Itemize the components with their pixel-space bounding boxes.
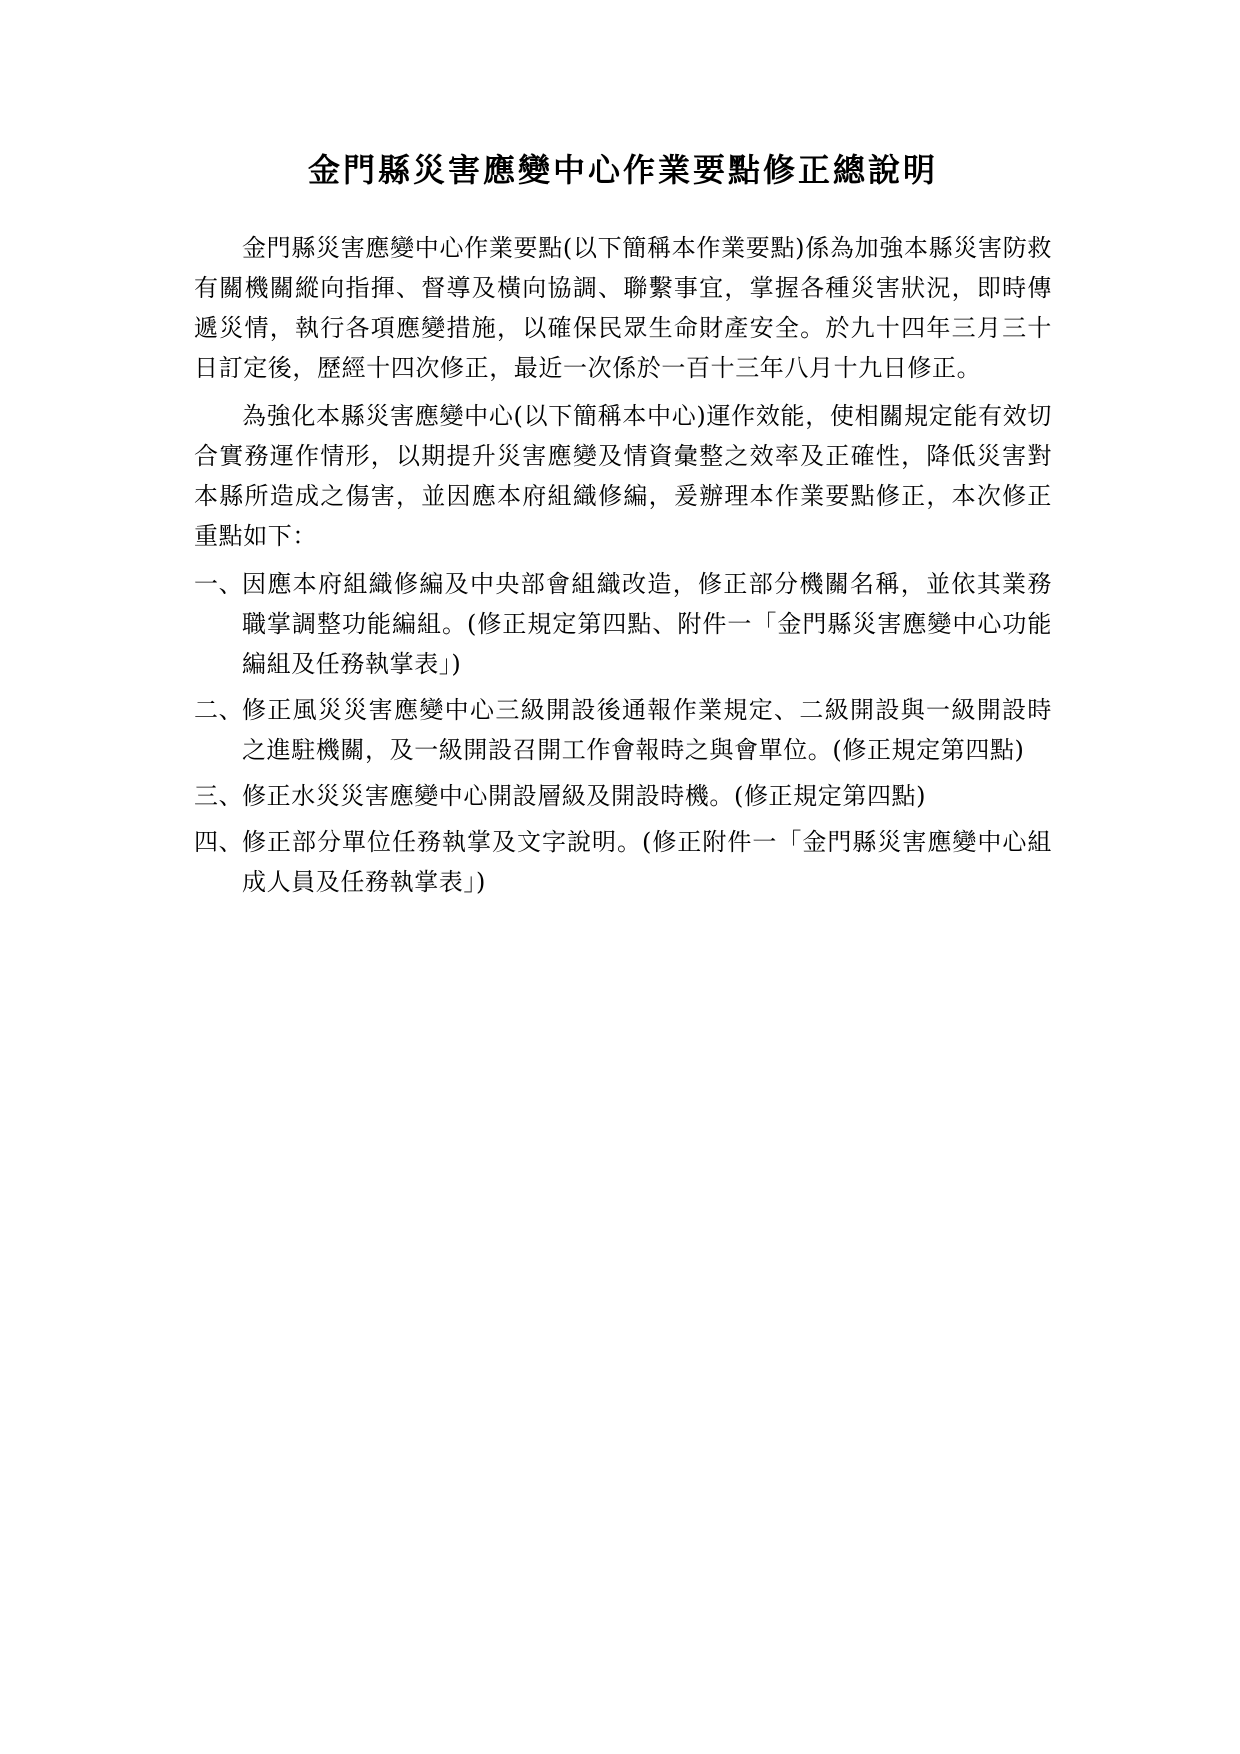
document-title: 金門縣災害應變中心作業要點修正總說明: [307, 151, 938, 189]
list-item-text: 修正風災災害應變中心三級開設後通報作業規定、二級開設與一級開設時之進駐機關，及一級開設召開工作會報時之與會單位。(修正規定第四點): [242, 696, 1052, 764]
paragraph-purpose: 為強化本縣災害應變中心(以下簡稱本中心)運作效能，使相關規定能有效切合實務運作情形，以期提升災害應變及情資彙整之效率及正確性，降低災害對本縣所造成之傷害，並因應本府組織修編，爰辦理本作業要點修正，本次修正重點如下：: [194, 402, 1052, 550]
list-item: [194, 822, 1052, 902]
list-item: [194, 776, 1052, 816]
list-item-text: 因應本府組織修編及中央部會組織改造，修正部分機關名稱，並依其業務職掌調整功能編組。(修正規定第四點、附件一「金門縣災害應變中心功能編組及任務執掌表」): [242, 570, 1052, 678]
amendment-points-list: [194, 564, 1052, 902]
list-item-number: 三、: [194, 782, 244, 810]
list-item-text: 修正部分單位任務執掌及文字說明。(修正附件一「金門縣災害應變中心組成人員及任務執掌表」): [242, 828, 1052, 896]
list-item-number: 一、: [194, 570, 244, 598]
document-page: [194, 150, 1052, 908]
list-item-number: 二、: [194, 696, 244, 724]
list-item: [194, 564, 1052, 684]
list-item-number: 四、: [194, 828, 244, 856]
list-item-text: 修正水災災害應變中心開設層級及開設時機。(修正規定第四點): [242, 782, 927, 810]
paragraph-background: 金門縣災害應變中心作業要點(以下簡稱本作業要點)係為加強本縣災害防救有關機關縱向指揮、督導及橫向協調、聯繫事宜，掌握各種災害狀況，即時傳遞災情，執行各項應變措施，以確保民眾生命財產安全。於九十四年三月三十日訂定後，歷經十四次修正，最近一次係於一百十三年八月十九日修正。: [194, 234, 1052, 382]
list-item: [194, 690, 1052, 770]
